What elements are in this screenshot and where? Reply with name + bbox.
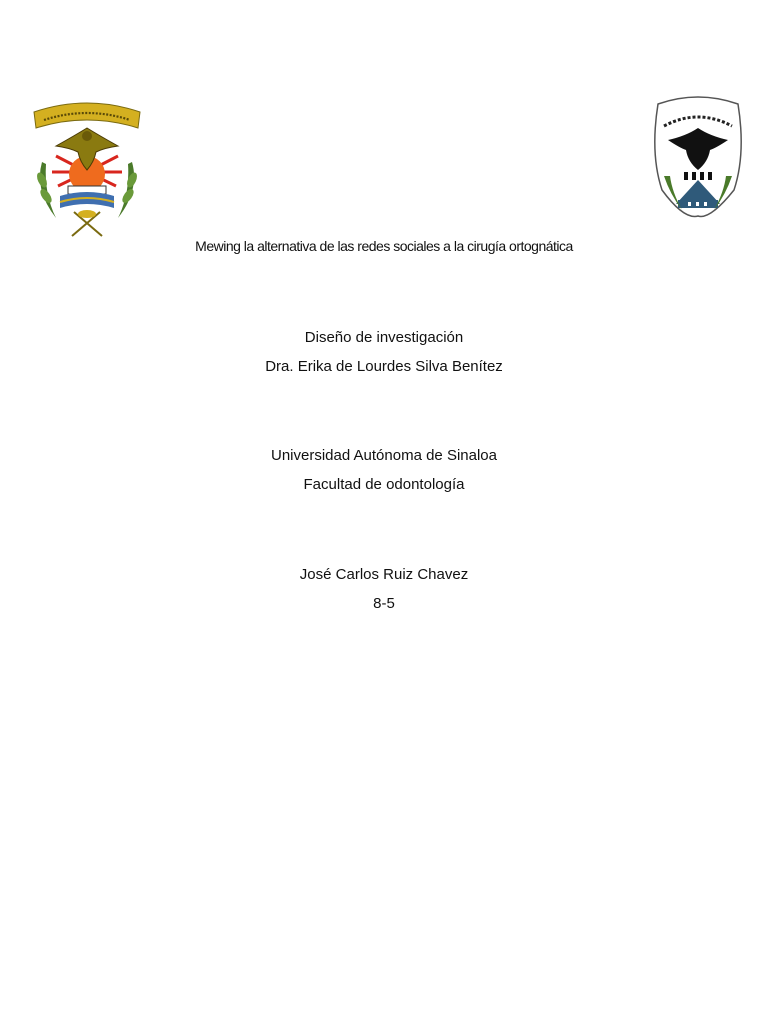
faculty-odontology-crest-logo	[650, 94, 746, 220]
university-coat-of-arms-logo	[30, 90, 144, 238]
university-name: Universidad Autónoma de Sinaloa	[271, 447, 497, 464]
student-name: José Carlos Ruiz Chavez	[299, 566, 469, 583]
course-block	[0, 328, 768, 386]
institution-block	[0, 446, 768, 504]
professor-name: Dra. Erika de Lourdes Silva Benítez	[265, 358, 503, 375]
student-block	[0, 565, 768, 623]
document-title: Mewing la alternativa de las redes sociales a la cirugía ortognática	[195, 238, 573, 254]
faculty-name: Facultad de odontología	[303, 476, 465, 493]
course-name: Diseño de investigación	[304, 329, 464, 346]
student-group: 8-5	[373, 595, 395, 612]
